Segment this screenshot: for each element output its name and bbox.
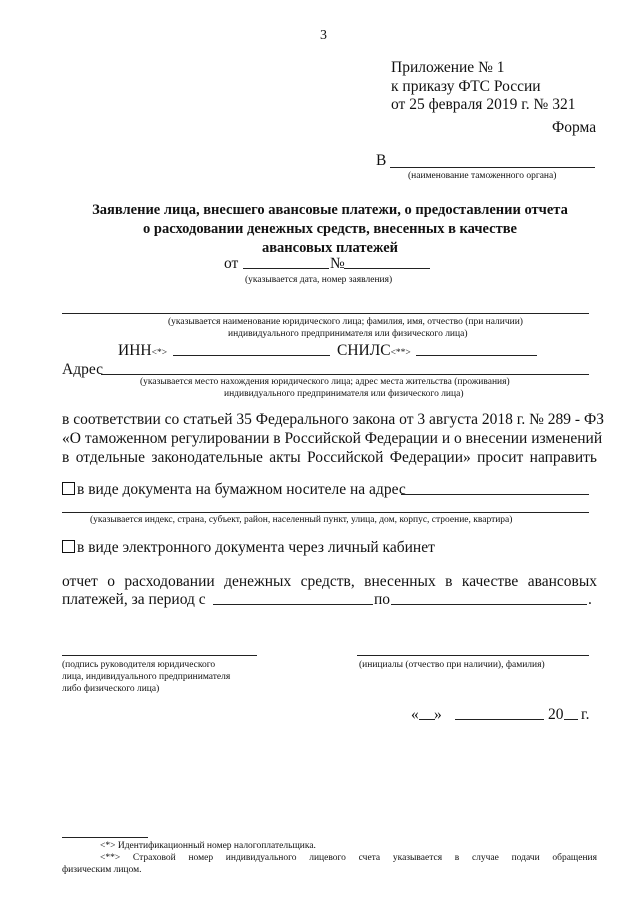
form-label: Форма <box>552 119 597 136</box>
date-number-hint: (указывается дата, номер заявления) <box>245 275 393 285</box>
appendix-line-3: от 25 февраля 2019 г. № 321 <box>391 96 576 113</box>
footnote-divider <box>62 837 148 838</box>
footnote-2-line-1: <**> Страховой номер индивидуального лицевого счета указывается в случае подачи обращения <box>100 853 597 863</box>
period-to-field[interactable] <box>391 604 587 605</box>
paper-address-hint: (указывается индекс, страна, субъект, район, населенный пункт, улица, дом, корпус, строение, квартира) <box>90 515 513 525</box>
full-name-field[interactable] <box>357 655 589 656</box>
snils-field[interactable] <box>416 355 537 356</box>
body-line-3: в отдельные законодательные акты Российской Федерации» просит направить <box>62 449 597 466</box>
inn-field[interactable] <box>173 355 330 356</box>
applicant-hint-1: (указывается наименование юридического лица; фамилия, имя, отчество (при наличии) <box>168 317 523 327</box>
body-line-1: в соответствии со статьей 35 Федерального закона от 3 августа 2018 г. № 289 - ФЗ <box>62 411 604 428</box>
year-field[interactable] <box>564 719 578 720</box>
report-line-2-prefix: платежей, за период с <box>62 591 206 608</box>
footnote-1: <*> Идентификационный номер налогоплательщика. <box>100 841 316 851</box>
addressee-prefix: В <box>376 152 387 169</box>
address-label: Адрес <box>62 361 103 378</box>
appendix-line-1: Приложение № 1 <box>391 59 505 76</box>
option-electronic-row <box>62 539 435 557</box>
year-suffix: г. <box>581 706 590 723</box>
signature-hint-2: лица, индивидуального предпринимателя <box>62 672 231 682</box>
year-prefix: 20 <box>548 706 564 723</box>
inn-footnote-mark: <*> <box>151 348 168 358</box>
number-label: № <box>330 255 345 272</box>
inn-label <box>118 342 167 360</box>
day-field[interactable] <box>419 719 435 720</box>
title-line-1: Заявление лица, внесшего авансовые платежи, о предоставлении отчета <box>92 202 568 218</box>
signature-hint-1: (подпись руководителя юридического <box>62 660 216 670</box>
full-name-hint: (инициалы (отчество при наличии), фамилия) <box>359 660 545 670</box>
period-from-field[interactable] <box>213 604 373 605</box>
month-field[interactable] <box>455 719 544 720</box>
snils-label <box>337 342 411 360</box>
footnote-2-line-2: физическим лицом. <box>62 865 142 875</box>
appendix-line-2: к приказу ФТС России <box>391 78 541 95</box>
option-paper-row <box>62 481 406 499</box>
address-field[interactable] <box>101 374 589 375</box>
snils-label-text: СНИЛС <box>337 342 391 359</box>
body-line-2: «О таможенном регулировании в Российской Федерации и о внесении изменений <box>62 430 603 447</box>
option-electronic-label: в виде электронного документа через личный кабинет <box>77 539 435 556</box>
addressee-hint: (наименование таможенного органа) <box>408 171 557 181</box>
report-line-2-mid: по <box>374 591 391 608</box>
date-open-quote: « <box>411 706 419 723</box>
address-hint-1: (указывается место нахождения юридического лица; адрес места жительства (проживания) <box>140 377 510 387</box>
report-line-2-end: . <box>588 591 592 608</box>
title-line-2: о расходовании денежных средств, внесенных в качестве <box>143 221 517 237</box>
form-title <box>60 201 600 258</box>
electronic-checkbox[interactable] <box>62 540 75 553</box>
addressee-field[interactable] <box>390 167 595 168</box>
option-paper-label: в виде документа на бумажном носителе на адрес <box>77 481 406 498</box>
page-number: 3 <box>320 28 327 43</box>
address-hint-2: индивидуального предпринимателя или физического лица) <box>224 389 464 399</box>
applicant-hint-2: индивидуального предпринимателя или физического лица) <box>228 329 468 339</box>
paper-address-field-2[interactable] <box>62 512 589 513</box>
signature-hint-3: либо физического лица) <box>62 684 160 694</box>
paper-checkbox[interactable] <box>62 482 75 495</box>
snils-footnote-mark: <**> <box>390 348 411 358</box>
report-line-1: отчет о расходовании денежных средств, внесенных в качестве авансовых <box>62 573 597 590</box>
inn-label-text: ИНН <box>118 342 152 359</box>
paper-address-field[interactable] <box>401 494 589 495</box>
date-from-label: от <box>224 255 239 272</box>
application-date-field[interactable] <box>243 268 329 269</box>
title-line-3: авансовых платежей <box>261 240 399 256</box>
date-close-quote: » <box>434 706 442 723</box>
signature-field[interactable] <box>62 655 257 656</box>
applicant-name-field[interactable] <box>62 313 589 314</box>
application-number-field[interactable] <box>344 268 430 269</box>
